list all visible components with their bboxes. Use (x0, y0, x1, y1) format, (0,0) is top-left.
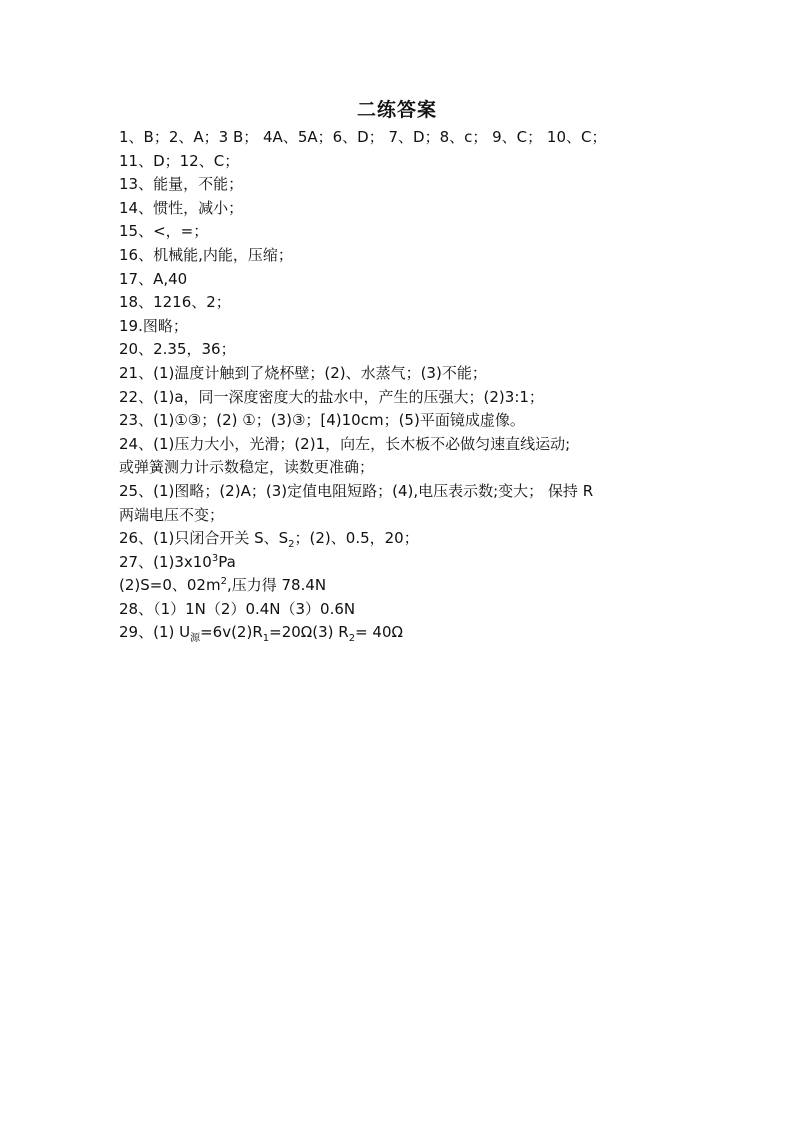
answer-27-superscript: 3 (211, 552, 219, 564)
answer-29-part1: 29、(1) U (119, 623, 191, 642)
answer-29-part2: =6v(2)R (200, 623, 263, 642)
answer-line: 14、惯性，减小； (119, 198, 244, 217)
answer-29-sub2: 1 (262, 633, 270, 645)
answer-line: 21、(1)温度计触到了烧杯壁；(2)、水蒸气；(3)不能； (119, 363, 487, 382)
answer-26-subscript: 2 (288, 539, 295, 551)
answer-line: 20、2.35，36； (119, 340, 236, 359)
answer-line: 1、B；2、A；3 B； 4A、5A；6、D； 7、D；8、c； 9、C； 10、C； (119, 128, 607, 146)
answer-27b-superscript: 2 (220, 576, 227, 588)
answer-26-suffix: ；(2)、0.5，20； (294, 529, 419, 548)
answer-line-28: 28、（1）1N（2）0.4N（3）0.6N (119, 599, 356, 618)
answer-line: 两端电压不变； (119, 505, 225, 524)
answer-line: 15、<，=； (119, 222, 209, 241)
answer-27-prefix: 27、(1)3x10 (119, 552, 212, 571)
answer-line: 或弹簧测力计示数稳定，读数更准确； (119, 458, 375, 477)
answer-27-suffix: Pa (218, 552, 236, 571)
answer-line: 22、(1)a，同一深度密度大的盐水中，产生的压强大；(2)3:1； (119, 387, 544, 406)
answer-26-prefix: 26、(1)只闭合开关 S、S (119, 529, 289, 548)
answer-line: 23、(1)①③；(2) ①；(3)③；[4)10cm；(5)平面镜成虚像。 (119, 411, 525, 430)
answer-line: 25、(1)图略；(2)A；(3)定值电阻短路；(4),电压表示数;变大； 保持 R (119, 481, 594, 500)
answer-line: 24、(1)压力大小，光滑；(2)1，向左，长木板不必做匀速直线运动; (119, 434, 571, 453)
answer-29-part3: =20Ω(3) R (269, 623, 349, 642)
page-title: 二练答案 (356, 99, 437, 121)
answer-line-29 (119, 621, 689, 645)
answer-29-part4: = 40Ω (355, 623, 403, 642)
answer-line-26 (119, 527, 689, 551)
answer-line-27b (119, 574, 689, 598)
answer-29-sub3: 2 (348, 633, 356, 645)
answer-line: 13、能量，不能； (119, 175, 244, 194)
answer-line-27 (119, 551, 689, 575)
answer-27b-prefix: (2)S=0、02m (119, 576, 221, 595)
answer-line: 18、1216、2； (119, 293, 231, 312)
answer-line: 19.图略； (119, 316, 188, 335)
answer-list (119, 126, 689, 645)
answer-line: 16、机械能,内能，压缩； (119, 245, 293, 264)
answer-29-sub1: 源 (190, 633, 201, 645)
answer-line: 17、A,40 (119, 269, 188, 288)
answer-line: 11、D；12、C； (119, 151, 240, 170)
answer-27b-suffix: ,压力得 78.4N (226, 576, 327, 595)
